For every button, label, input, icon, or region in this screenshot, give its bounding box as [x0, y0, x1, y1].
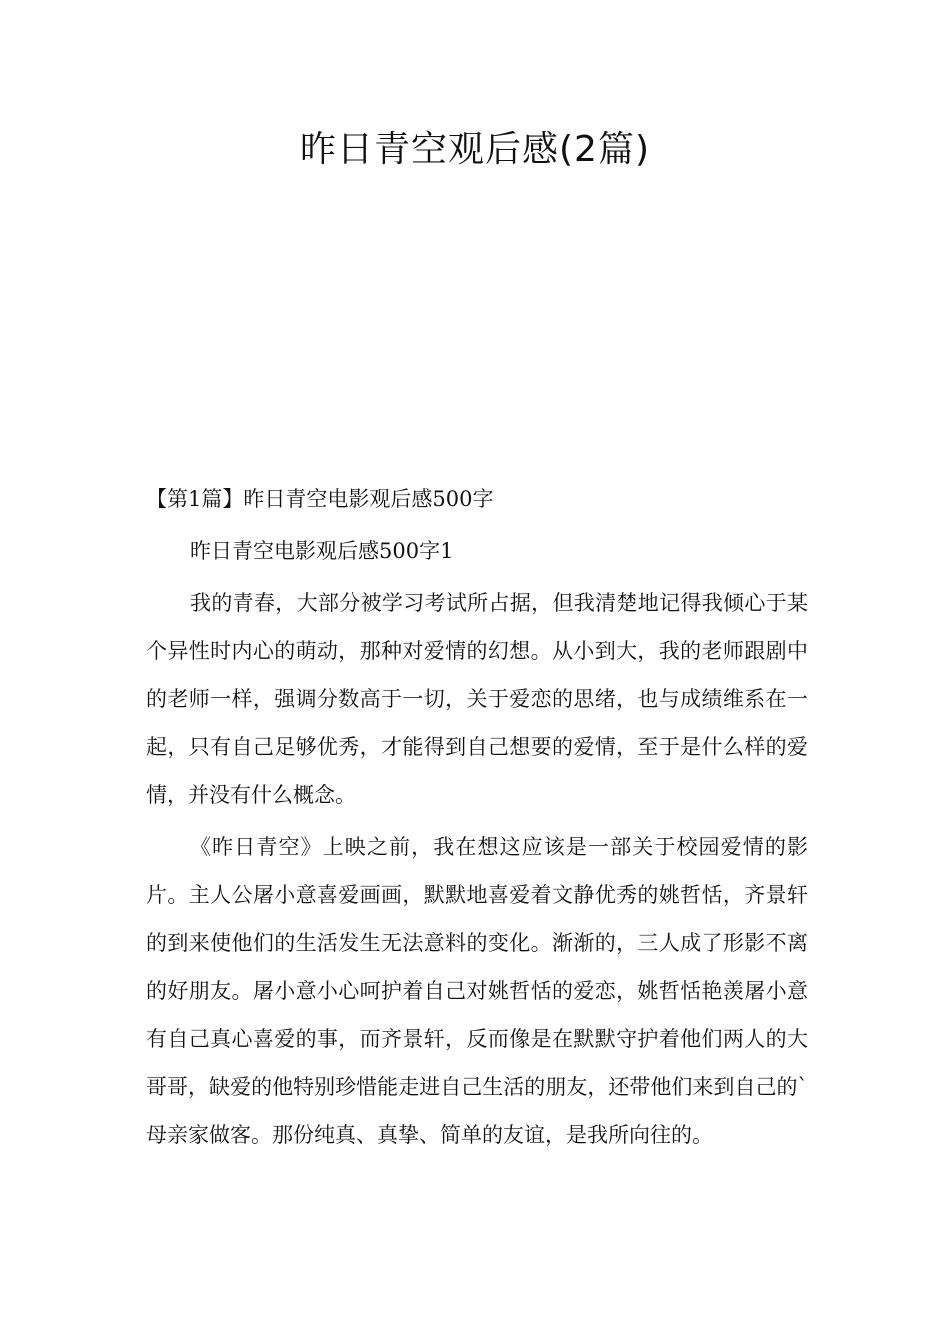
subheading: 昨日青空电影观后感500字1	[190, 539, 454, 563]
body-paragraph: 我的青春，大部分被学习考试所占据，但我清楚地记得我倾心于某个异性时内心的萌动，那种对爱情的幻想。从小到大，我的老师跟剧中的老师一样，强调分数高于一切，关于爱恋的思绪，也与成绩维系在一起，只有自己足够优秀，才能得到自己想要的爱情，至于是什么样的爱情，并没有什么概念。	[146, 591, 808, 807]
body-paragraph: 《昨日青空》上映之前，我在想这应该是一部关于校园爱情的影片。主人公屠小意喜爱画画，默默地喜爱着文静优秀的姚哲恬，齐景轩的到来使他们的生活发生无法意料的变化。渐渐的，三人成了形影不离的好朋友。屠小意小心呵护着自己对姚哲恬的爱恋，姚哲恬艳羡屠小意有自己真心喜爱的事，而齐景轩，反而像是在默默守护着他们两人的大哥哥，缺爱的他特别珍惜能走进自己生活的朋友，还带他们来到自己的`母亲家做客。那份纯真、真挚、简单的友谊，是我所向往的。	[146, 835, 808, 1147]
page-title: 昨日青空观后感(2篇)	[300, 129, 650, 170]
section-heading: 【第1篇】昨日青空电影观后感500字	[146, 487, 494, 511]
